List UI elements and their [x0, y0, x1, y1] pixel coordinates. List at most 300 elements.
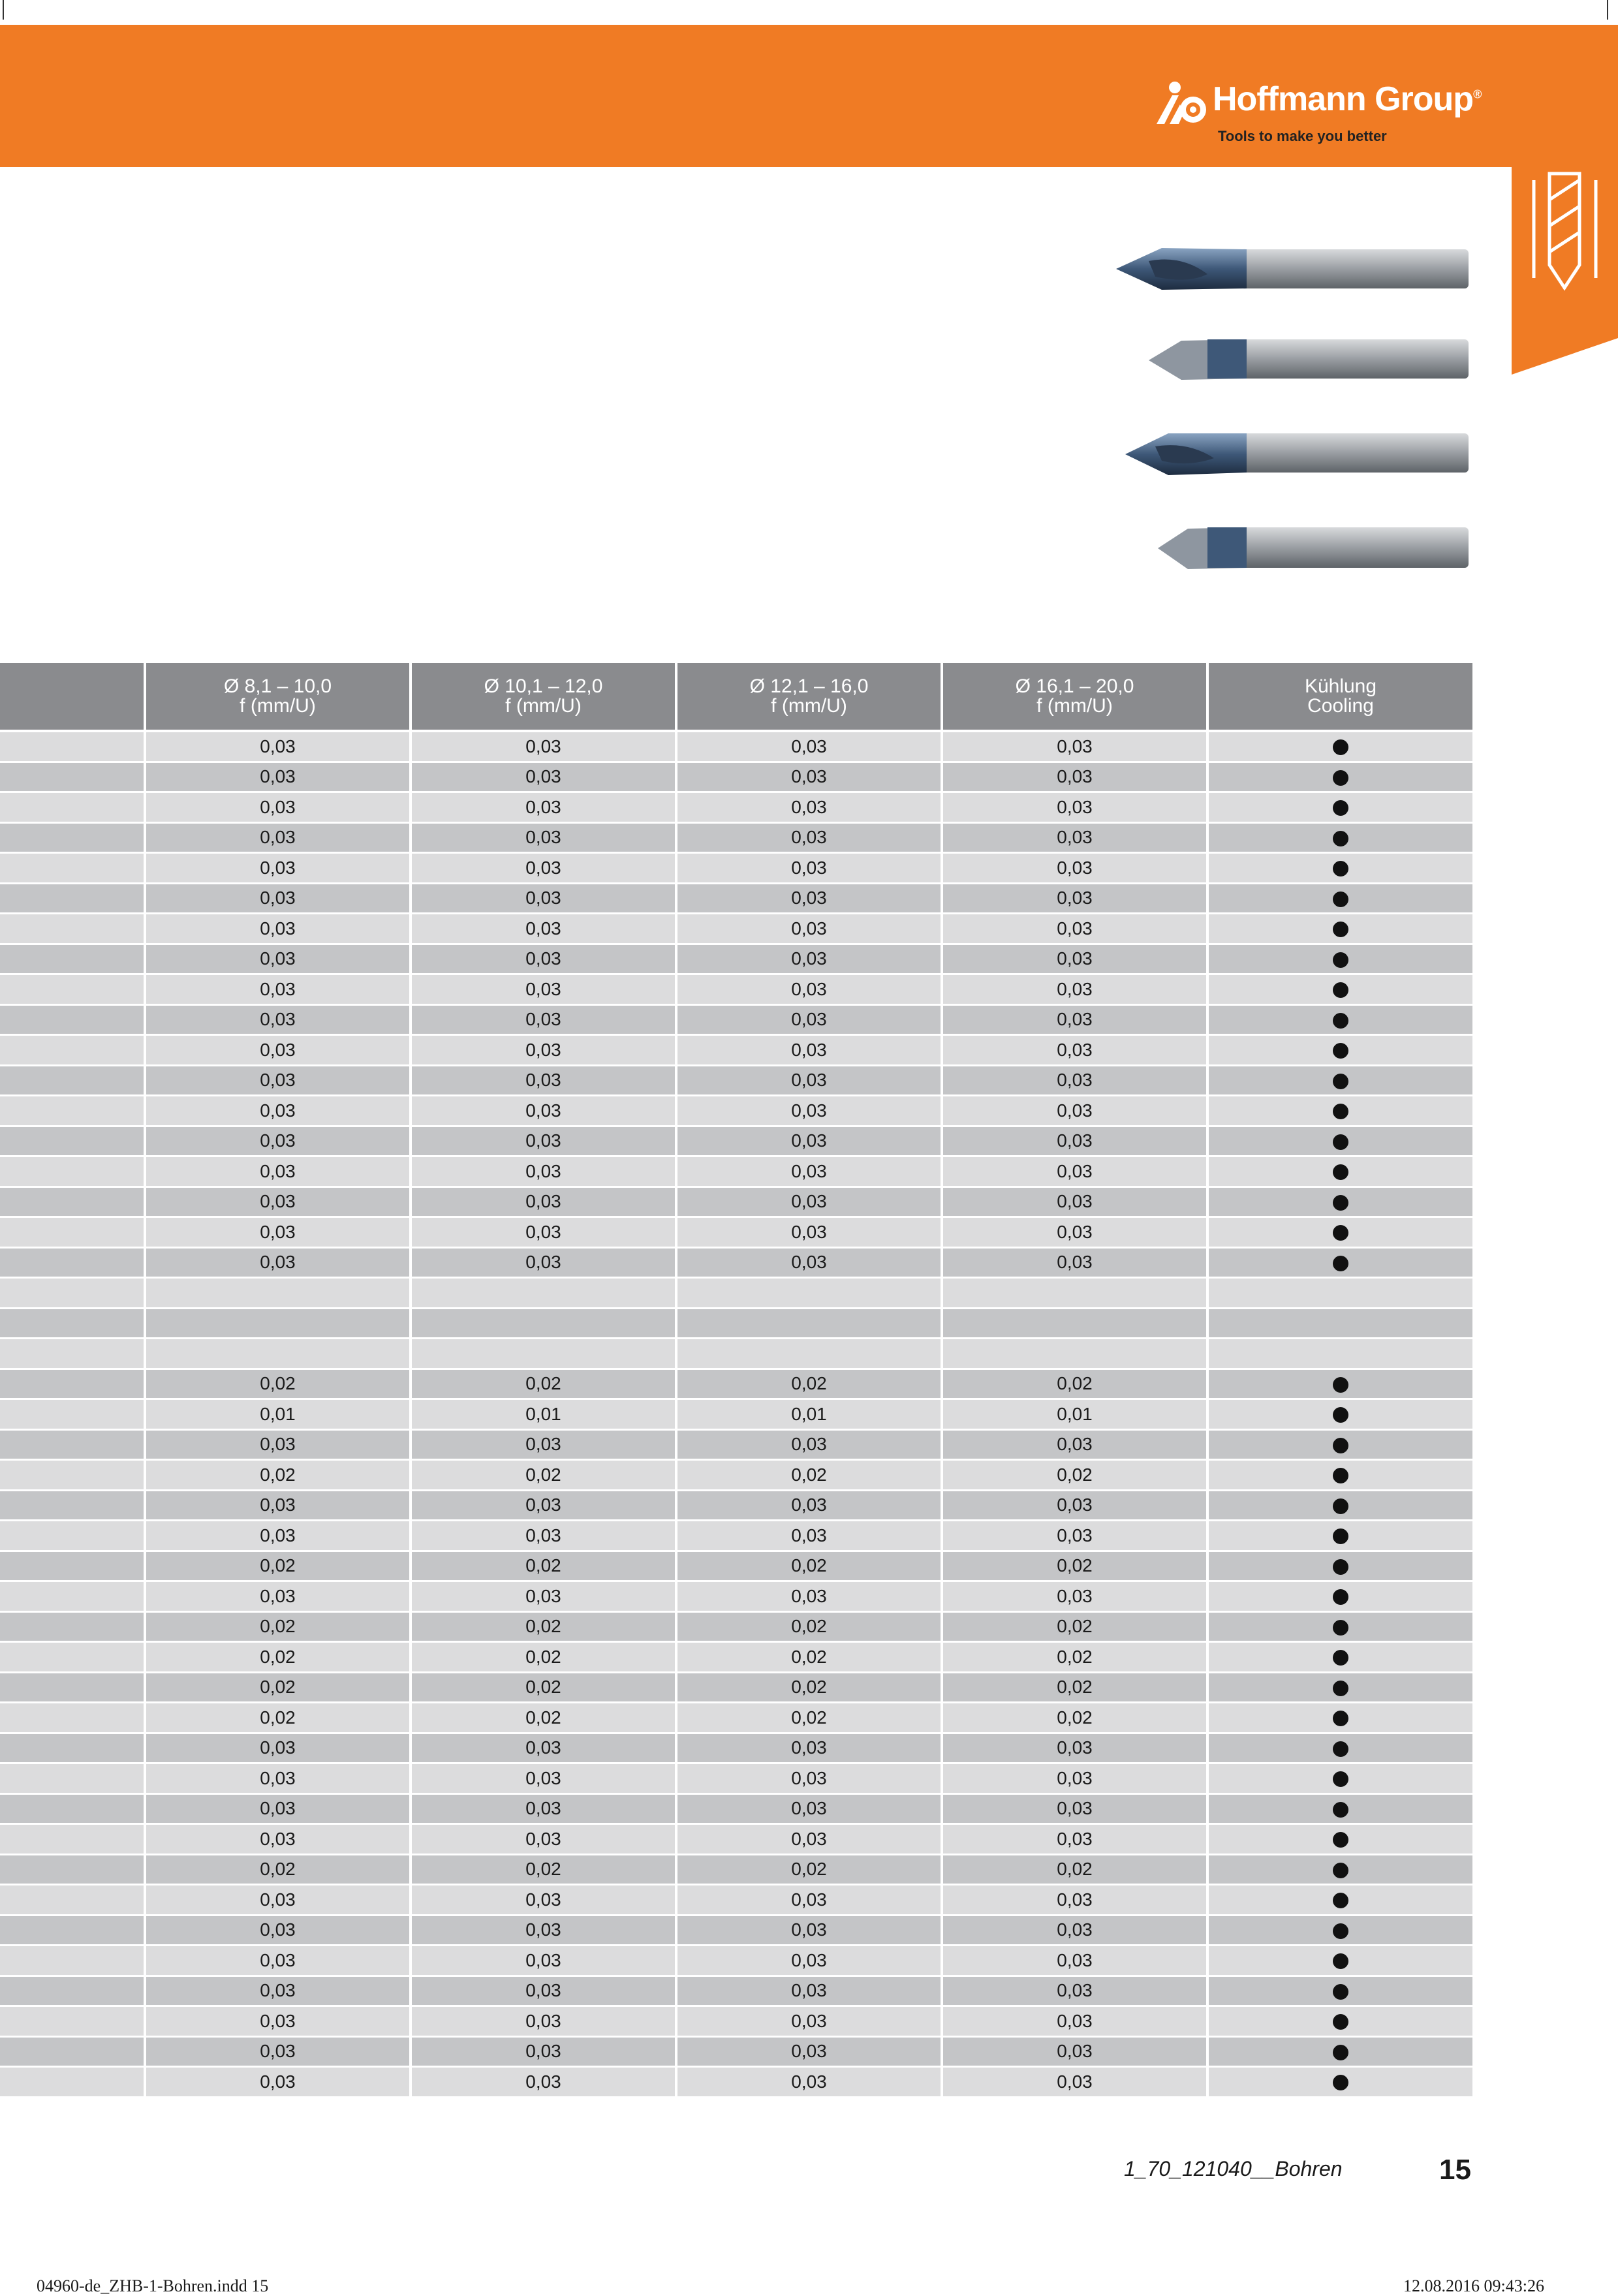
feed-rate-cell: 0,03 [942, 1126, 1207, 1156]
feed-rate-cell: 0,02 [942, 1611, 1207, 1642]
spot-drill-image-1 [1110, 235, 1475, 300]
material-cell [0, 792, 145, 823]
material-cell [0, 944, 145, 974]
table-row [0, 1521, 1472, 1551]
feed-rate-cell: 0,02 [942, 1551, 1207, 1581]
feed-rate-cell: 0,03 [411, 883, 676, 914]
feed-rate-cell: 0,02 [411, 1611, 676, 1642]
material-cell [0, 1703, 145, 1733]
material-cell [0, 1065, 145, 1096]
material-cell [0, 1824, 145, 1855]
feed-rate-cell: 0,03 [411, 1581, 676, 1612]
feed-rate-cell [145, 1278, 411, 1309]
feed-rate-cell: 0,02 [411, 1854, 676, 1885]
feed-rate-cell: 0,03 [942, 1581, 1207, 1612]
cooling-dot-icon [1333, 1225, 1348, 1241]
feed-rate-cell: 0,03 [942, 1915, 1207, 1946]
feed-rate-cell: 0,03 [411, 1976, 676, 2006]
material-cell [0, 2006, 145, 2037]
cooling-dot-icon [1333, 1893, 1348, 1908]
cooling-dot-icon [1333, 831, 1348, 846]
feed-rate-cell: 0,02 [145, 1672, 411, 1703]
crop-mark-right [1607, 0, 1608, 20]
table-row [0, 914, 1472, 944]
feed-rate-cell: 0,03 [145, 853, 411, 884]
feed-rate-cell: 0,03 [676, 1217, 942, 1248]
cooling-dot-icon [1333, 739, 1348, 755]
table-row [0, 1035, 1472, 1066]
feed-rate-cell: 0,03 [942, 1946, 1207, 1976]
table-row [0, 1703, 1472, 1733]
feed-rate-cell: 0,03 [411, 1247, 676, 1278]
cooling-dot-icon [1333, 1863, 1348, 1878]
feed-rate-cell: 0,03 [145, 944, 411, 974]
feed-rate-cell: 0,03 [676, 2006, 942, 2037]
feed-rate-cell: 0,03 [145, 2006, 411, 2037]
feed-rate-cell: 0,03 [145, 1581, 411, 1612]
feed-rate-cell: 0,03 [145, 1004, 411, 1035]
cooling-cell [1207, 1096, 1472, 1126]
cooling-dot-icon [1333, 1832, 1348, 1848]
cooling-dot-icon [1333, 1802, 1348, 1818]
feed-rate-cell: 0,01 [411, 1399, 676, 1430]
feed-rate-cell: 0,03 [676, 2067, 942, 2098]
print-slug-date: 12.08.2016 09:43:26 [1403, 2276, 1544, 2295]
cooling-cell [1207, 1065, 1472, 1096]
feed-rate-cell: 0,01 [676, 1399, 942, 1430]
cooling-cell [1207, 1915, 1472, 1946]
material-cell [0, 1035, 145, 1066]
feed-rate-cell: 0,03 [411, 1763, 676, 1794]
material-cell [0, 1429, 145, 1460]
feed-rate-cell [145, 1308, 411, 1339]
cooling-dot-icon [1333, 1984, 1348, 2000]
cooling-dot-icon [1333, 982, 1348, 998]
material-cell [0, 1096, 145, 1126]
feed-rate-cell: 0,02 [942, 1460, 1207, 1491]
cooling-dot-icon [1333, 2014, 1348, 2030]
table-row [0, 1460, 1472, 1491]
feed-rate-cell: 0,03 [411, 1490, 676, 1521]
material-cell [0, 1460, 145, 1491]
feed-rate-cell: 0,03 [145, 1824, 411, 1855]
feed-rate-cell: 0,03 [145, 822, 411, 853]
table-row [0, 731, 1472, 762]
feed-rate-cell: 0,03 [411, 1885, 676, 1916]
feed-rate-cell: 0,03 [942, 1824, 1207, 1855]
feed-rate-cell: 0,03 [145, 1521, 411, 1551]
feed-rate-cell: 0,03 [676, 792, 942, 823]
feed-rate-cell: 0,03 [411, 1429, 676, 1460]
table-row [0, 1429, 1472, 1460]
feed-rate-cell: 0,03 [411, 1035, 676, 1066]
cooling-dot-icon [1333, 1681, 1348, 1696]
cooling-cell [1207, 2006, 1472, 2037]
feed-rate-cell: 0,03 [145, 1915, 411, 1946]
cooling-cell [1207, 1278, 1472, 1309]
feed-rate-cell: 0,03 [942, 1885, 1207, 1916]
cooling-dot-icon [1333, 1711, 1348, 1726]
feed-rate-cell: 0,03 [676, 2036, 942, 2067]
feed-rate-cell: 0,02 [676, 1703, 942, 1733]
table-row [0, 1156, 1472, 1187]
feed-rate-cell: 0,02 [411, 1460, 676, 1491]
feed-rate-cell: 0,03 [145, 792, 411, 823]
material-cell [0, 1611, 145, 1642]
chapter-tab [1512, 167, 1618, 375]
material-cell [0, 1399, 145, 1430]
feed-rate-cell: 0,03 [676, 1793, 942, 1824]
feed-rate-cell: 0,03 [411, 853, 676, 884]
feed-rate-cell: 0,03 [676, 1946, 942, 1976]
hoffmann-logo-icon [1153, 81, 1213, 127]
material-cell [0, 1581, 145, 1612]
feed-rate-cell: 0,03 [411, 792, 676, 823]
feed-rate-cell [942, 1308, 1207, 1339]
material-cell [0, 1976, 145, 2006]
material-cell [0, 822, 145, 853]
cooling-cell [1207, 1429, 1472, 1460]
table-row [0, 974, 1472, 1005]
cooling-cell [1207, 1642, 1472, 1673]
cooling-dot-icon [1333, 1043, 1348, 1059]
material-cell [0, 1885, 145, 1916]
cooling-dot-icon [1333, 1438, 1348, 1453]
header-diameter-10-12: Ø 10,1 – 12,0 f (mm/U) [411, 663, 676, 731]
header-material [0, 663, 145, 731]
feed-rate-cell: 0,02 [676, 1460, 942, 1491]
table-row [0, 1399, 1472, 1430]
cooling-dot-icon [1333, 1104, 1348, 1119]
feed-rate-cell: 0,03 [145, 1490, 411, 1521]
feed-rate-cell: 0,03 [145, 1096, 411, 1126]
table-row [0, 792, 1472, 823]
material-cell [0, 1854, 145, 1885]
feed-rate-cell [145, 1339, 411, 1369]
feed-rate-cell [411, 1339, 676, 1369]
cooling-dot-icon [1333, 1528, 1348, 1544]
feed-rate-cell: 0,03 [676, 1004, 942, 1035]
feed-rate-cell: 0,03 [411, 2036, 676, 2067]
feed-rate-cell: 0,03 [942, 914, 1207, 944]
table-row [0, 1976, 1472, 2006]
cooling-cell [1207, 1247, 1472, 1278]
feed-rate-cell: 0,03 [676, 944, 942, 974]
header-diameter-12-16: Ø 12,1 – 16,0 f (mm/U) [676, 663, 942, 731]
feed-rate-cell: 0,03 [942, 944, 1207, 974]
feed-rate-cell: 0,03 [145, 1733, 411, 1763]
table-row [0, 1369, 1472, 1399]
material-cell [0, 1672, 145, 1703]
feed-rate-cell: 0,02 [676, 1611, 942, 1642]
feed-rate-cell: 0,03 [676, 1885, 942, 1916]
table-row [0, 1217, 1472, 1248]
material-cell [0, 1642, 145, 1673]
cooling-cell [1207, 1308, 1472, 1339]
feed-rate-cell: 0,03 [411, 1915, 676, 1946]
cooling-dot-icon [1333, 1559, 1348, 1575]
feed-rate-cell: 0,03 [942, 1247, 1207, 1278]
feed-rate-cell: 0,02 [676, 1854, 942, 1885]
spot-drill-image-3 [1110, 424, 1475, 483]
feed-rate-cell: 0,03 [676, 1156, 942, 1187]
feed-rate-cell: 0,03 [145, 1035, 411, 1066]
feed-rate-cell: 0,03 [676, 1096, 942, 1126]
spot-drill-image-2 [1110, 333, 1475, 385]
cooling-cell [1207, 2067, 1472, 2098]
cooling-cell [1207, 1369, 1472, 1399]
table-row [0, 2067, 1472, 2098]
feed-rate-cell: 0,03 [676, 1187, 942, 1217]
cooling-dot-icon [1333, 1589, 1348, 1605]
cooling-dot-icon [1333, 892, 1348, 907]
feed-rate-cell: 0,03 [411, 1521, 676, 1551]
feed-rate-cell: 0,03 [942, 1429, 1207, 1460]
feed-rate-cell: 0,03 [411, 2067, 676, 2098]
feed-rate-cell: 0,03 [676, 1824, 942, 1855]
cooling-cell [1207, 1885, 1472, 1916]
feed-rate-cell: 0,03 [145, 883, 411, 914]
cooling-dot-icon [1333, 1074, 1348, 1089]
feed-rate-cell: 0,03 [676, 1581, 942, 1612]
material-cell [0, 1187, 145, 1217]
cooling-dot-icon [1333, 1923, 1348, 1939]
table-row [0, 1854, 1472, 1885]
table-row [0, 1096, 1472, 1126]
feed-rate-cell: 0,03 [411, 1004, 676, 1035]
cooling-dot-icon [1333, 1164, 1348, 1180]
feed-rate-cell: 0,02 [411, 1551, 676, 1581]
page-number: 15 [1439, 2154, 1471, 2186]
cooling-cell [1207, 1187, 1472, 1217]
feed-rate-cell: 0,03 [676, 1763, 942, 1794]
table-row [0, 1672, 1472, 1703]
feed-rate-cell: 0,03 [942, 2067, 1207, 2098]
feed-rate-cell: 0,03 [942, 1976, 1207, 2006]
feed-rate-cell: 0,02 [676, 1369, 942, 1399]
header-cooling: Kühlung Cooling [1207, 663, 1472, 731]
feed-rate-cell: 0,03 [942, 731, 1207, 762]
feed-rate-cell: 0,03 [942, 792, 1207, 823]
cooling-dot-icon [1333, 922, 1348, 937]
feed-rate-cell: 0,03 [411, 1187, 676, 1217]
cooling-cell [1207, 2036, 1472, 2067]
cooling-dot-icon [1333, 1195, 1348, 1211]
cooling-cell [1207, 1551, 1472, 1581]
feed-rate-cell: 0,03 [676, 914, 942, 944]
table-row [0, 1247, 1472, 1278]
feed-rate-cell: 0,03 [942, 974, 1207, 1005]
feed-rate-cell: 0,03 [411, 2006, 676, 2037]
cooling-cell [1207, 853, 1472, 884]
table-row [0, 1915, 1472, 1946]
cooling-cell [1207, 822, 1472, 853]
feed-rate-cell: 0,03 [145, 1187, 411, 1217]
feed-rate-cell: 0,03 [942, 1065, 1207, 1096]
feed-rate-cell [676, 1278, 942, 1309]
material-cell [0, 1733, 145, 1763]
material-cell [0, 2036, 145, 2067]
feed-rate-cell: 0,03 [145, 974, 411, 1005]
table-row [0, 1946, 1472, 1976]
feed-rate-cell: 0,03 [145, 1976, 411, 2006]
feed-rate-cell: 0,03 [942, 883, 1207, 914]
material-cell [0, 762, 145, 792]
feed-rate-cell: 0,03 [676, 1035, 942, 1066]
feed-rate-cell: 0,03 [145, 1247, 411, 1278]
feed-rate-cell: 0,03 [145, 2067, 411, 2098]
cooling-dot-icon [1333, 800, 1348, 816]
cooling-cell [1207, 731, 1472, 762]
feed-rate-cell: 0,03 [676, 883, 942, 914]
feed-rate-cell: 0,03 [411, 1946, 676, 1976]
cooling-cell [1207, 1824, 1472, 1855]
feed-rate-cell: 0,03 [145, 1946, 411, 1976]
cooling-cell [1207, 883, 1472, 914]
material-cell [0, 1946, 145, 1976]
feed-rate-cell: 0,02 [942, 1642, 1207, 1673]
table-row [0, 1339, 1472, 1369]
material-cell [0, 1551, 145, 1581]
feed-rate-cell: 0,03 [145, 1885, 411, 1916]
feed-rate-cell: 0,03 [411, 1156, 676, 1187]
material-cell [0, 1793, 145, 1824]
cooling-cell [1207, 1521, 1472, 1551]
feed-rate-cell: 0,03 [676, 1490, 942, 1521]
table-row [0, 1004, 1472, 1035]
table-row [0, 1763, 1472, 1794]
feed-rate-cell: 0,02 [145, 1460, 411, 1491]
cooling-dot-icon [1333, 861, 1348, 877]
cooling-cell [1207, 1733, 1472, 1763]
table-row [0, 1611, 1472, 1642]
brand-name: Hoffmann Group® [1213, 80, 1482, 118]
feed-rate-cell: 0,03 [942, 1793, 1207, 1824]
product-images [1110, 228, 1482, 594]
cooling-cell [1207, 1339, 1472, 1369]
material-cell [0, 1915, 145, 1946]
material-cell [0, 1004, 145, 1035]
material-cell [0, 1126, 145, 1156]
header-diameter-8-10: Ø 8,1 – 10,0 f (mm/U) [145, 663, 411, 731]
cooling-cell [1207, 792, 1472, 823]
feed-rate-cell: 0,02 [411, 1672, 676, 1703]
feed-rate-cell: 0,03 [411, 914, 676, 944]
cooling-cell [1207, 974, 1472, 1005]
feed-rate-cell: 0,01 [145, 1399, 411, 1430]
feed-rate-cell: 0,03 [676, 853, 942, 884]
feed-rate-cell: 0,03 [145, 1217, 411, 1248]
feed-rate-cell: 0,03 [411, 1217, 676, 1248]
cooling-dot-icon [1333, 1741, 1348, 1757]
feed-rate-cell: 0,03 [942, 1156, 1207, 1187]
feed-rate-cell: 0,03 [411, 1126, 676, 1156]
feed-rate-cell: 0,03 [676, 731, 942, 762]
table-row [0, 2006, 1472, 2037]
cooling-cell [1207, 1004, 1472, 1035]
cooling-dot-icon [1333, 952, 1348, 968]
spot-drill-image-4 [1110, 522, 1475, 574]
feed-rate-cell: 0,03 [676, 974, 942, 1005]
table-row [0, 762, 1472, 792]
feed-rate-cell: 0,03 [411, 822, 676, 853]
feed-rate-cell [942, 1339, 1207, 1369]
feed-rate-cell: 0,03 [145, 1126, 411, 1156]
table-row [0, 1581, 1472, 1612]
table-row [0, 1885, 1472, 1916]
feed-rate-cell: 0,03 [942, 853, 1207, 884]
feed-rate-cell: 0,02 [676, 1672, 942, 1703]
table-row [0, 883, 1472, 914]
cooling-cell [1207, 1672, 1472, 1703]
table-body [0, 731, 1472, 2097]
feed-rate-cell: 0,03 [145, 914, 411, 944]
catalog-reference: 1_70_121040__Bohren [1124, 2157, 1343, 2180]
material-cell [0, 1521, 145, 1551]
cooling-dot-icon [1333, 1620, 1348, 1636]
cooling-cell [1207, 1763, 1472, 1794]
table-row [0, 2036, 1472, 2067]
brand-logo [1153, 77, 1482, 149]
cooling-cell [1207, 1703, 1472, 1733]
cooling-cell [1207, 1126, 1472, 1156]
feed-rate-cell: 0,03 [676, 1065, 942, 1096]
feed-rate-cell: 0,02 [676, 1551, 942, 1581]
material-cell [0, 1490, 145, 1521]
feed-rate-cell: 0,03 [411, 974, 676, 1005]
table-row [0, 853, 1472, 884]
feed-rate-cell: 0,02 [411, 1642, 676, 1673]
feed-rate-cell: 0,03 [411, 1733, 676, 1763]
cooling-dot-icon [1333, 770, 1348, 786]
feed-rate-cell: 0,02 [411, 1703, 676, 1733]
feed-rate-cell: 0,03 [145, 2036, 411, 2067]
table-row [0, 1733, 1472, 1763]
feed-rate-cell: 0,03 [942, 1733, 1207, 1763]
feed-rate-cell: 0,03 [942, 2036, 1207, 2067]
feed-rate-cell: 0,02 [145, 1642, 411, 1673]
feed-rate-cell: 0,03 [411, 1824, 676, 1855]
feed-rate-cell: 0,03 [676, 1521, 942, 1551]
cooling-dot-icon [1333, 1013, 1348, 1029]
cooling-cell [1207, 1490, 1472, 1521]
table-row [0, 1551, 1472, 1581]
feed-rate-cell: 0,03 [676, 1247, 942, 1278]
feed-rate-cell: 0,03 [145, 762, 411, 792]
feed-rate-cell: 0,03 [942, 2006, 1207, 2037]
feed-rate-cell: 0,03 [942, 822, 1207, 853]
material-cell [0, 974, 145, 1005]
cooling-dot-icon [1333, 1134, 1348, 1150]
feed-rate-cell: 0,03 [145, 731, 411, 762]
table-row [0, 1065, 1472, 1096]
feed-rate-cell: 0,03 [411, 731, 676, 762]
feed-rate-cell: 0,03 [411, 1793, 676, 1824]
feed-rate-cell: 0,03 [411, 944, 676, 974]
cooling-dot-icon [1333, 2075, 1348, 2090]
feed-rate-cell [676, 1339, 942, 1369]
feed-rate-cell: 0,03 [145, 1156, 411, 1187]
feed-rate-cell: 0,01 [942, 1399, 1207, 1430]
feed-rate-cell: 0,03 [145, 1429, 411, 1460]
feed-rate-cell: 0,03 [676, 1429, 942, 1460]
feed-rate-cell [411, 1308, 676, 1339]
feed-rate-cell: 0,03 [942, 1187, 1207, 1217]
table-row [0, 1278, 1472, 1309]
cooling-dot-icon [1333, 1498, 1348, 1514]
material-cell [0, 1763, 145, 1794]
feed-rate-cell: 0,03 [676, 1976, 942, 2006]
